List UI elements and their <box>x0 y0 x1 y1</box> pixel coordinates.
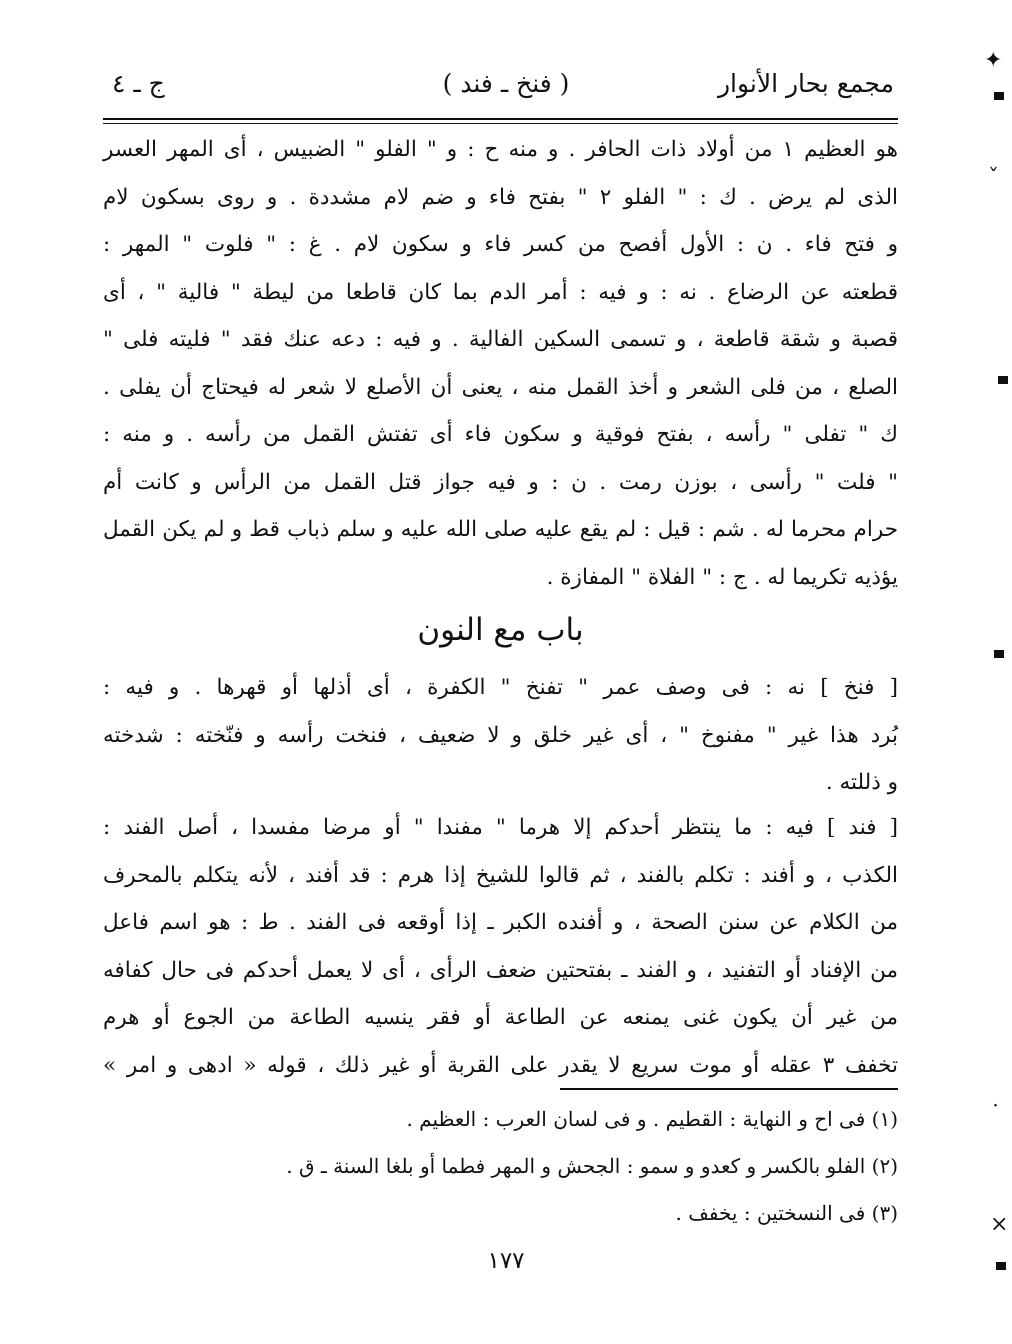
scan-mark: × <box>990 1212 1009 1237</box>
text-line: من الكلام عن سنن الصحة ، و أفنده الكبر ـ إذا أوقعه فى الفند . ط : هو اسم فاعل <box>103 910 898 935</box>
text-line: الذى لم يرض . ك : " الفلو ٢ " بفتح فاء و ضم لام مشددة . و روى بسكون لام <box>103 184 898 210</box>
text-line: قطعته عن الرضاع . نه : و فيه : أمر الدم بما كان قاطعا من ليطة " فالية " ، أى <box>103 279 898 305</box>
scan-mark <box>996 1262 1006 1270</box>
text-line: بُرد هذا غير " مفنوخ " ، أى غير خلق و لا ضعيف ، فنخت رأسه و فنّخته : شدخته <box>103 722 898 748</box>
entry-fanada <box>103 804 898 1089</box>
paragraph-fala <box>103 126 898 601</box>
text-line: يؤذيه تكريما له . ج : " الفلاة " المفازة . <box>546 564 898 590</box>
scan-mark <box>994 650 1004 658</box>
chapter-heading: باب مع النون <box>417 612 584 648</box>
text-line: " فلت " رأسى ، بوزن رمت . ن : و فيه جواز قتل القمل من الرأس و كانت أم <box>103 469 898 495</box>
text-line: و ذللته . <box>825 770 898 795</box>
text-line: هو العظيم ١ من أولاد ذات الحافر . و منه ح : و " الفلو " الضبيس ، أى المهر العسر <box>103 137 898 162</box>
entry-range: ( فنخ ـ فند ) <box>442 69 570 98</box>
footnote-rule <box>560 1088 898 1090</box>
footnote-2: (٢) الفلو بالكسر و كعدو و سمو : الجحش و المهر فطما أو بلغا السنة ـ ق . <box>286 1154 898 1178</box>
text-line: [ فنخ ] نه : فى وصف عمر " تفنخ " الكفرة ، أى أذلها أو قهرها . و فيه : <box>103 675 898 700</box>
text-line: الصلع ، من فلى الشعر و أخذ القمل منه ، يعنى أن الأصلع لا شعر له فيحتاج أن يفلى . <box>103 374 898 400</box>
text-line: تخفف ٣ عقله أو موت سريع لا يقدر على القربة أو غير ذلك ، قوله « ادهى و امر » <box>103 1052 898 1078</box>
scan-mark: ˙ <box>990 1102 1001 1127</box>
header-rule <box>103 118 898 120</box>
header-rule-thin <box>103 123 898 124</box>
text-line: و فتح فاء . ن : الأول أفصح من كسر فاء و سكون لام . غ : " فلوت " المهر : <box>103 232 898 257</box>
scan-mark: ˇ <box>988 166 999 191</box>
scan-mark <box>998 376 1008 384</box>
text-line: حرام محرما له . شم : قيل : لم يقع عليه صلى الله عليه و سلم ذباب قط و لم يكن القمل <box>103 517 898 542</box>
text-line: قصبة و شقة قاطعة ، و تسمى السكين الفالية . و فيه : دعه عنك فقد " فليته فلى " <box>103 327 898 352</box>
text-line: من الإفناد أو التفنيد ، و الفند ـ بفتحتين ضعف الرأى ، أى لا يعمل أحدكم فى حال كفافه <box>103 957 898 983</box>
volume-label: ج ـ ٤ <box>112 69 165 98</box>
scan-mark: ✦ <box>984 48 1003 73</box>
text-line: الكذب ، و أفند : تكلم بالفند ، ثم قالوا للشيخ إذا هرم : قد أفند ، لأنه يتكلم بالمحرف <box>103 862 898 888</box>
footnote-1: (١) فى اح و النهاية : القطيم . و فى لسان العرب : العظيم . <box>406 1107 898 1131</box>
page-number: ١٧٧ <box>487 1248 525 1274</box>
footnotes <box>103 1096 898 1237</box>
text-line: ك " تفلى " رأسه ، بفتح فوقية و سكون فاء أى تفتش القمل من رأسه . و منه : <box>103 422 898 447</box>
book-title: مجمع بحار الأنوار <box>717 69 894 98</box>
footnote-3: (٣) فى النسختين : يخفف . <box>675 1201 898 1225</box>
text-line: [ فند ] فيه : ما ينتظر أحدكم إلا هرما " مفندا " أو مرضا مفسدا ، أصل الفند : <box>103 815 898 840</box>
entry-fanakha <box>103 664 898 807</box>
text-line: من غير أن يكون غنى يمنعه عن الطاعة أو فقر ينسيه الطاعة من الجوع أو هرم <box>103 1005 898 1030</box>
scan-mark <box>994 92 1004 100</box>
